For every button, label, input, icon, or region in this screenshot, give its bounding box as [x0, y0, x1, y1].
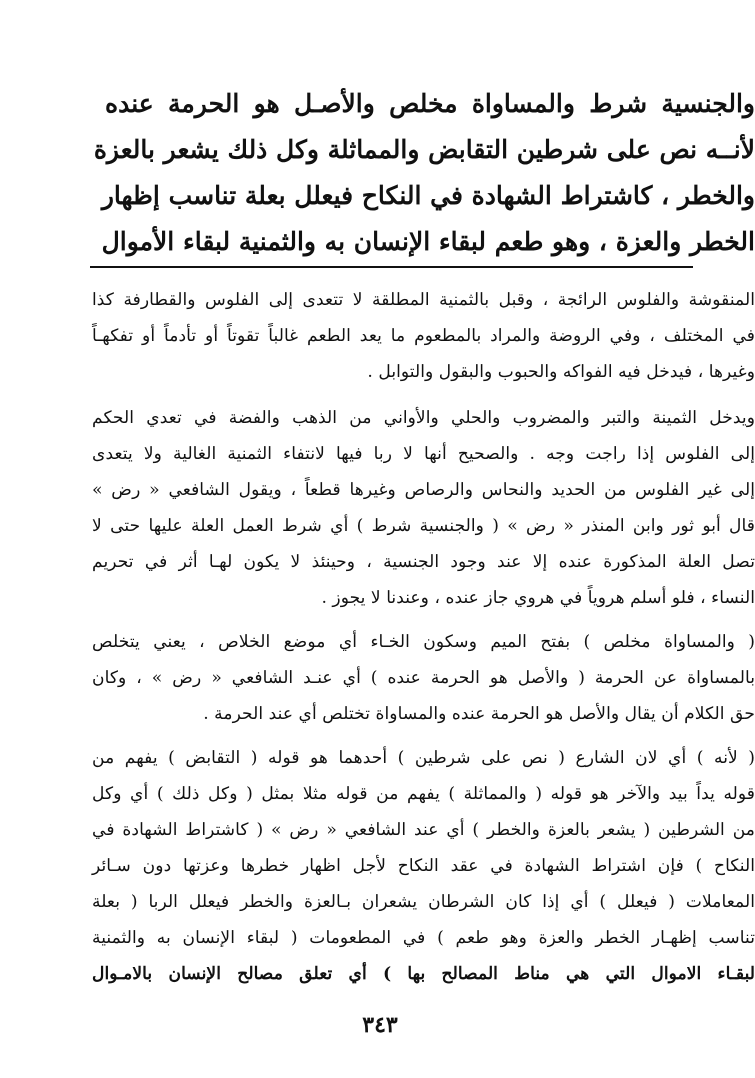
commentary-line: قوله يداً بيد والآخر هو قوله ( والمماثلة ) يفهم من قوله مثلا بمثل ( وكل ذلك ) أي وكل	[92, 784, 755, 804]
main-text-line-1: والجنسية شرط والمساواة مخلص والأصـل هو الحرمة عنده	[105, 89, 755, 118]
commentary-line: حق الكلام أن يقال والأصل هو الحرمة عنده والمساواة تختلص أي عند الحرمة .	[203, 704, 755, 724]
commentary-line: من الشرطين ( يشعر بالعزة والخطر ) أي عند الشافعي « رض » ( كاشتراط الشهادة في	[92, 820, 755, 840]
commentary-line: قال أبو ثور وابن المنذر « رض » ( والجنسية شرط ) أي شرط العمل العلة عليها حتى لا	[92, 516, 755, 536]
commentary-line: تناسب إظهـار الخطر والعزة وهو طعم ) في المطعومات ( لبقاء الإنسان به والثمنية	[92, 928, 755, 948]
commentary-line: إلى غير الفلوس من الحديد والنحاس والرصاص وغيرها قطعاً ، ويقول الشافعي « رض »	[92, 480, 755, 500]
page-number: ٣٤٣	[362, 1012, 398, 1038]
commentary-line: إلى الفلوس إذا راجت وجه . والصحيح أنها لا ربا فيها لانتفاء الثمنية الغالية ولا يتعدى	[92, 444, 755, 464]
commentary-line: النكاح ) فإن اشتراط الشهادة في عقد النكاح لأجل اظهار خطرها وعزتها دون سـائر	[92, 856, 755, 876]
commentary-line: ويدخل الثمينة والتبر والمضروب والحلي والأواني من الذهب والفضة في تعدي الحكم	[92, 408, 755, 428]
main-text-line-4: الخطر والعزة ، وهو طعم لبقاء الإنسان به والثمنية لبقاء الأموال	[101, 227, 755, 256]
commentary-line: النساء ، فلو أسلم هروياً في هروي جاز عنده ، وعندنا لا يجوز .	[321, 588, 755, 608]
commentary-line: المنقوشة والفلوس الرائجة ، وقبل بالثمنية المطلقة لا تتعدى إلى الفلوس والقطارفة كذا	[92, 290, 755, 310]
commentary-line: ( لأنه ) أي لان الشارع ( نص على شرطين ) أحدهما هو قوله ( التقابض ) يفهم من	[92, 748, 755, 768]
main-text-line-3: والخطر ، كاشتراط الشهادة في النكاح فيعلل بعلة تناسب إظهار	[101, 181, 755, 210]
commentary-line: المعاملات ( فيعلل ) أي إذا كان الشرطان يشعران بـالعزة والخطر فيعلل الربا ( بعلة	[92, 892, 755, 912]
commentary-line: تصل العلة المذكورة عنده إلا عند وجود الجنسية ، وحينئذ لا يكون لهـا أثر في تحريم	[92, 552, 755, 572]
main-text-line-2: لأنــه نص على شرطين التقابض والمماثلة وكل ذلك يشعر بالعزة	[93, 135, 755, 164]
commentary-line: في المختلف ، وفي الروضة والمراد بالمطعوم ما يعد الطعم غالباً تقوتاً أو تأدماً أو تفكهـاً	[92, 326, 755, 346]
footnote-separator	[90, 266, 693, 268]
commentary-line: وغيرها ، فيدخل فيه الفواكه والحبوب والبقول والتوابل .	[367, 362, 755, 382]
commentary-line: ( والمساواة مخلص ) بفتح الميم وسكون الخـاء أي موضع الخلاص ، يعني يتخلص	[92, 632, 755, 652]
commentary-line: لبقـاء الاموال التي هي مناط المصالح بها ) أي تعلق مصالح الإنسان بالامـوال	[92, 964, 755, 984]
commentary-line: بالمساواة عن الحرمة ( والأصل هو الحرمة عنده ) أي عنـد الشافعي « رض » ، وكان	[92, 668, 755, 688]
